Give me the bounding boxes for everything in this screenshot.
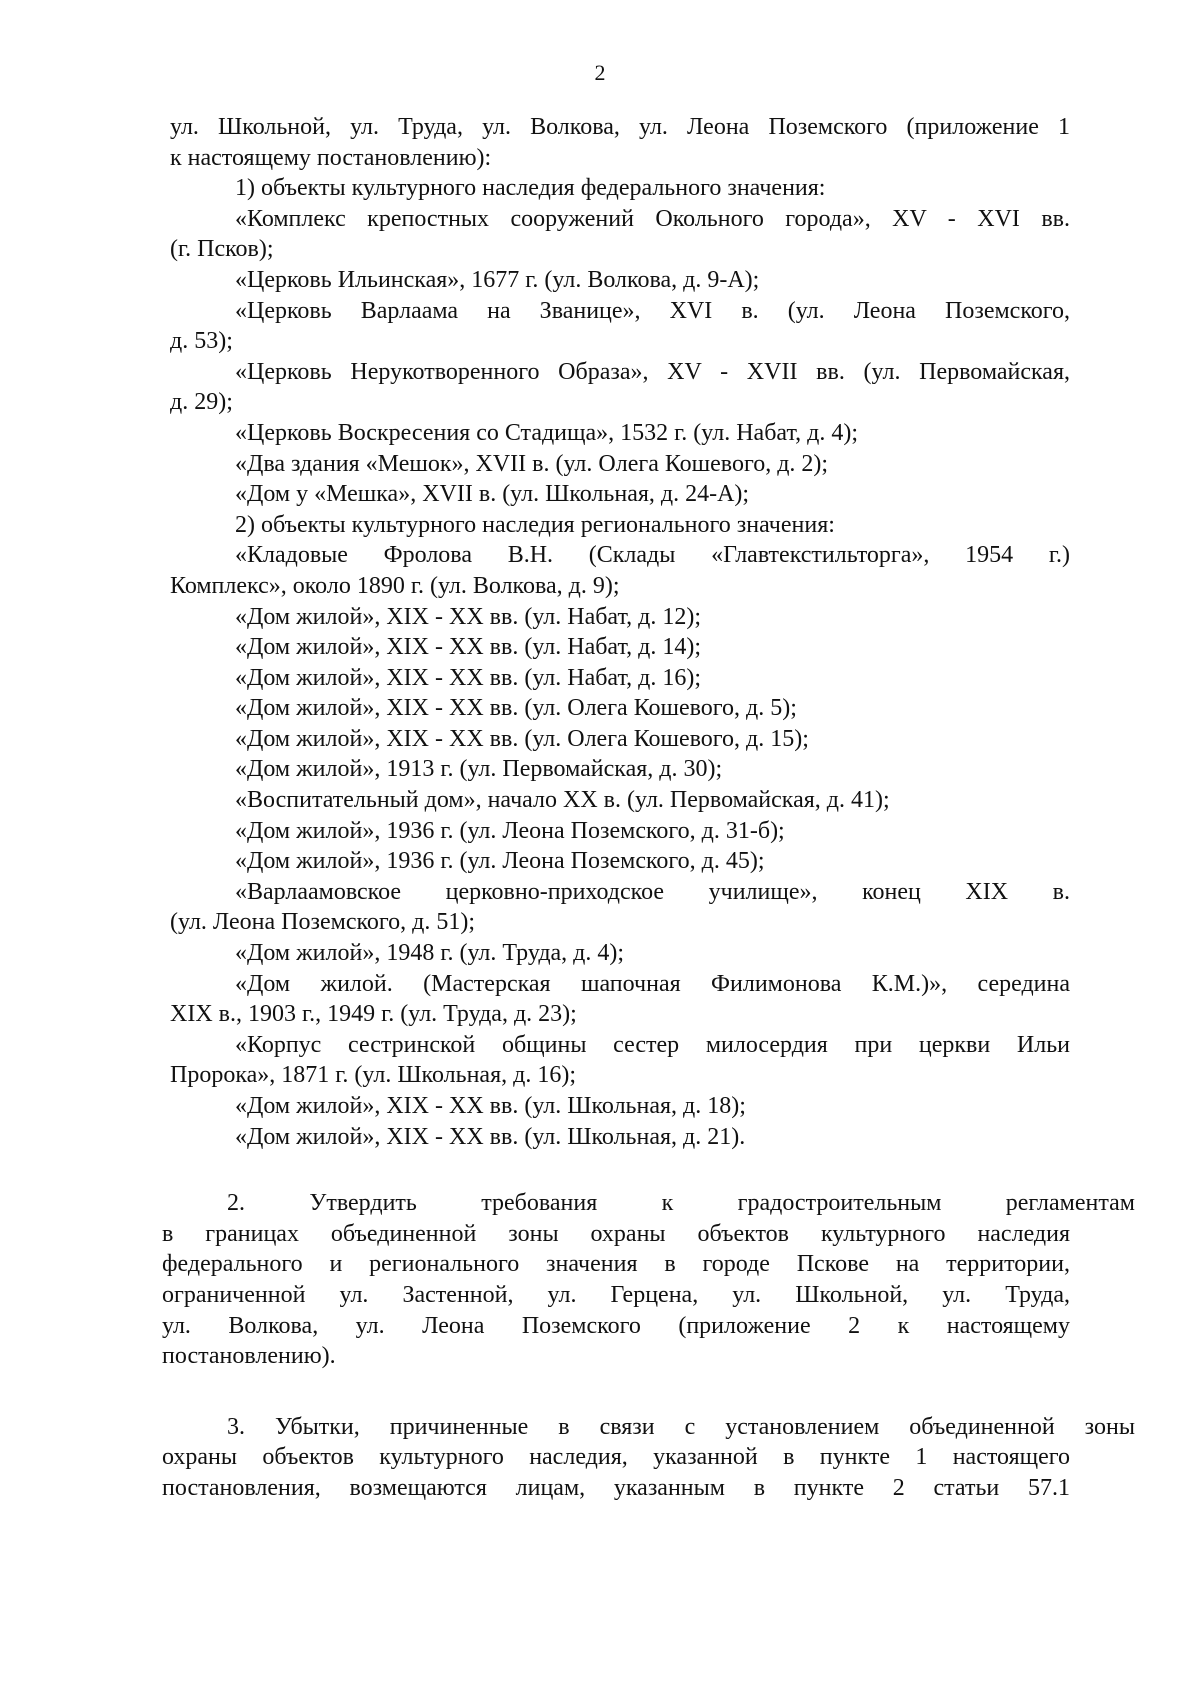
paragraph-spacer — [170, 1152, 1070, 1188]
paragraph-line: в границах объединенной зоны охраны объектов культурного наследия — [162, 1220, 1070, 1247]
section-1 — [170, 112, 1070, 1152]
paragraph-line: ограниченной ул. Застенной, ул. Герцена, ул. Школьной, ул. Труда, — [162, 1281, 1070, 1308]
list-item: «Церковь Варлаама на Званице», XVI в. (ул. Леона Поземского, — [235, 297, 1070, 324]
list-item-continuation: Комплекс», около 1890 г. (ул. Волкова, д. 9); — [170, 572, 620, 599]
document-body — [162, 112, 1135, 1504]
list-item-continuation: д. 53); — [170, 328, 233, 355]
regional-items-list — [170, 540, 1070, 1152]
list-item: «Дом жилой», 1936 г. (ул. Леона Поземского, д. 31-б); — [235, 817, 785, 844]
intro-line: к настоящему постановлению): — [170, 144, 492, 171]
list-item: «Дом у «Мешка», XVII в. (ул. Школьная, д. 24-А); — [235, 481, 750, 508]
list-item: «Церковь Воскресения со Стадища», 1532 г. (ул. Набат, д. 4); — [235, 419, 858, 446]
list-item-continuation: XIX в., 1903 г., 1949 г. (ул. Труда, д. 23); — [170, 1001, 577, 1028]
list-item: «Два здания «Мешок», XVII в. (ул. Олега Кошевого, д. 2); — [235, 450, 829, 477]
list-item: «Дом жилой», XIX - XX вв. (ул. Школьная, д. 21). — [235, 1123, 746, 1150]
list-item: «Церковь Ильинская», 1677 г. (ул. Волкова, д. 9-А); — [235, 266, 760, 293]
list-item: «Дом жилой», XIX - XX вв. (ул. Набат, д. 14); — [235, 634, 702, 661]
list-item: «Дом жилой», 1913 г. (ул. Первомайская, д. 30); — [235, 756, 723, 783]
list-item: «Дом жилой», XIX - XX вв. (ул. Набат, д. 16); — [235, 664, 702, 691]
list-item: «Дом жилой», 1948 г. (ул. Труда, д. 4); — [235, 940, 625, 967]
list-item: «Дом жилой», XIX - XX вв. (ул. Олега Кошевого, д. 15); — [235, 725, 809, 752]
intro-line: ул. Школьной, ул. Труда, ул. Волкова, ул. Леона Поземского (приложение 1 — [170, 114, 1070, 140]
list-item-continuation: (г. Псков); — [170, 236, 274, 263]
list-item: «Воспитательный дом», начало XX в. (ул. Первомайская, д. 41); — [235, 787, 890, 814]
paragraph-line: федерального и регионального значения в городе Пскове на территории, — [162, 1251, 1070, 1278]
paragraph-line: постановления, возмещаются лицам, указанным в пункте 2 статьи 57.1 — [162, 1474, 1070, 1501]
regional-heading: 2) объекты культурного наследия регионального значения: — [235, 511, 835, 538]
list-item: «Дом жилой», XIX - XX вв. (ул. Олега Кошевого, д. 5); — [235, 695, 797, 722]
list-item: «Дом жилой», 1936 г. (ул. Леона Поземского, д. 45); — [235, 848, 765, 875]
list-item: «Дом жилой. (Мастерская шапочная Филимонова К.М.)», середина — [235, 970, 1070, 997]
paragraph-line: охраны объектов культурного наследия, указанной в пункте 1 настоящего — [162, 1444, 1070, 1471]
section-2 — [162, 1188, 1135, 1372]
list-item: «Кладовые Фролова В.Н. (Склады «Главтекстильторга», 1954 г.) — [235, 542, 1070, 569]
federal-items-list — [170, 204, 1070, 510]
list-item-continuation: (ул. Леона Поземского, д. 51); — [170, 909, 476, 936]
list-item: «Дом жилой», XIX - XX вв. (ул. Школьная, д. 18); — [235, 1093, 746, 1119]
paragraph-spacer — [170, 1372, 1070, 1412]
list-item: «Варлаамовское церковно-приходское училище», конец XIX в. — [235, 878, 1070, 905]
paragraph-line: 2. Утвердить требования к градостроительным регламентам — [227, 1190, 1135, 1217]
page-number: 2 — [594, 60, 606, 85]
paragraph-line: постановлению). — [162, 1343, 336, 1370]
list-item-continuation: Пророка», 1871 г. (ул. Школьная, д. 16); — [170, 1062, 576, 1089]
paragraph-line: 3. Убытки, причиненные в связи с установлением объединенной зоны — [227, 1413, 1135, 1440]
list-item: «Комплекс крепостных сооружений Окольного города», XV - XVI вв. — [235, 205, 1070, 232]
federal-heading: 1) объекты культурного наследия федерального значения: — [235, 175, 826, 202]
list-item: «Корпус сестринской общины сестер милосердия при церкви Ильи — [235, 1031, 1070, 1058]
list-item-continuation: д. 29); — [170, 389, 233, 416]
paragraph-line: ул. Волкова, ул. Леона Поземского (приложение 2 к настоящему — [162, 1312, 1070, 1339]
section-3 — [162, 1412, 1135, 1504]
list-item: «Церковь Нерукотворенного Образа», XV - XVII вв. (ул. Первомайская, — [235, 358, 1070, 385]
list-item: «Дом жилой», XIX - XX вв. (ул. Набат, д. 12); — [235, 603, 702, 630]
